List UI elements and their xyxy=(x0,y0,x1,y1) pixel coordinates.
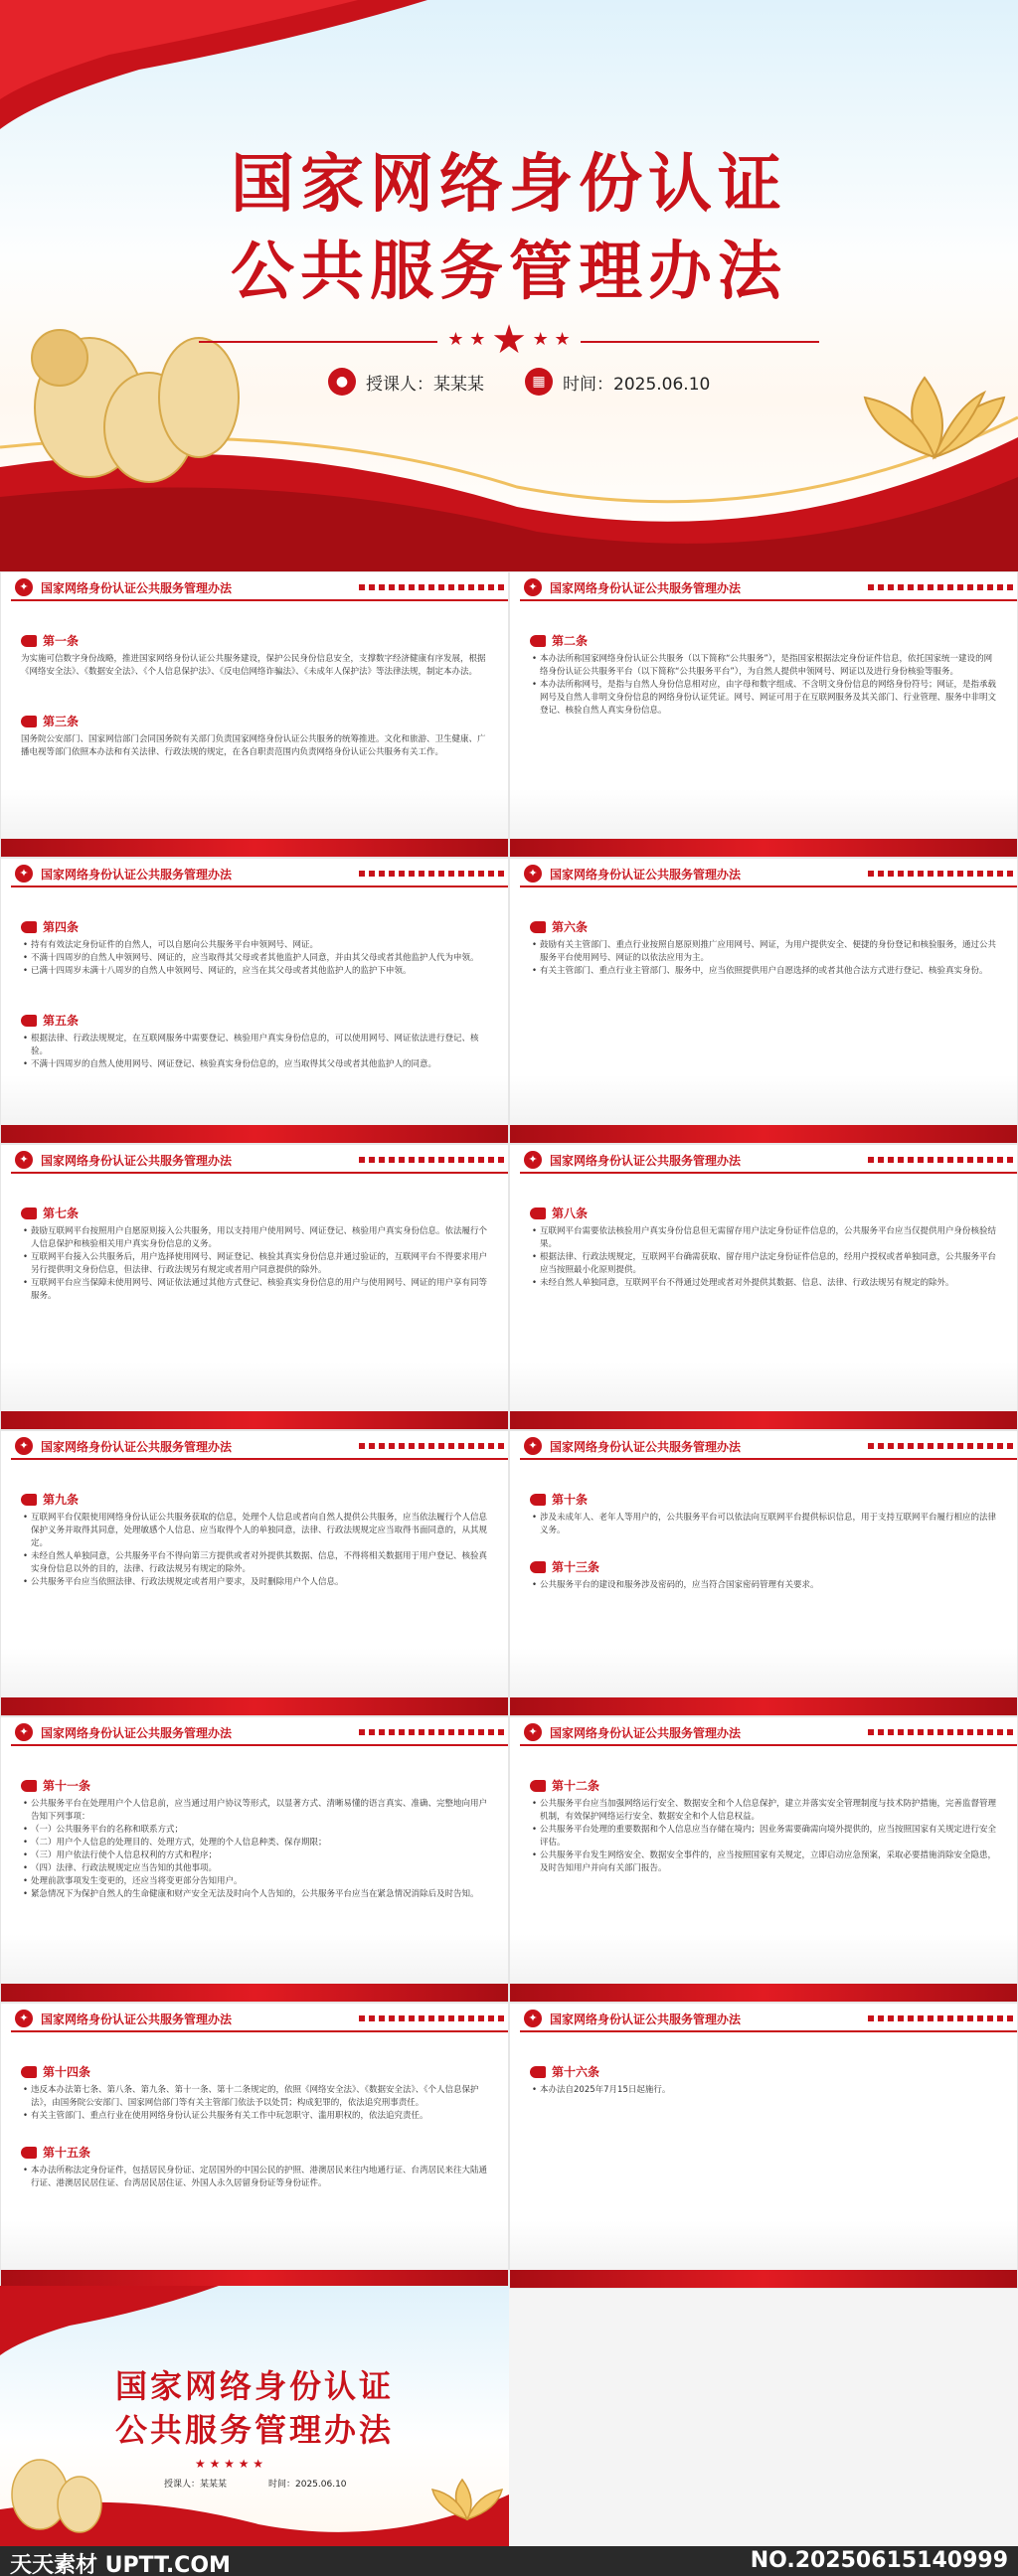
article-title: 第十五条 xyxy=(43,2146,91,2160)
article xyxy=(510,1491,1017,1537)
article-list xyxy=(530,1225,997,1290)
pointer-hand-icon xyxy=(530,635,546,647)
slide-footer-bar xyxy=(1,1411,508,1429)
header-decoration xyxy=(868,584,1017,590)
list-item: • 处理前款事项发生变更的，还应当将变更部分告知用户。 xyxy=(21,1875,488,1888)
footer-brand: 天天素材 UPTT.COM xyxy=(10,2553,231,2576)
emblem-icon: ✦ xyxy=(524,1151,542,1169)
article xyxy=(510,1777,1017,1875)
article xyxy=(1,2144,508,2190)
content-slide xyxy=(509,2003,1018,2289)
article xyxy=(1,918,508,978)
calendar-icon: ▦ xyxy=(525,368,553,396)
header-underline xyxy=(11,886,508,887)
slide-header xyxy=(1,1431,508,1461)
slide-footer-bar xyxy=(510,1697,1017,1715)
end-title-line1: 国家网络身份认证 xyxy=(114,2367,394,2405)
star-ornament: ★ ★ ★ ★ ★ xyxy=(447,317,571,363)
slide-footer-bar xyxy=(1,839,508,857)
slide-header xyxy=(1,2004,508,2033)
article-title: 第十六条 xyxy=(552,2065,600,2079)
slide-header xyxy=(510,572,1017,602)
article-heading xyxy=(530,632,997,649)
emblem-icon: ✦ xyxy=(15,2010,33,2027)
header-underline xyxy=(11,599,508,601)
slide-header-label: 国家网络身份认证公共服务管理办法 xyxy=(41,868,233,882)
emblem-icon: ✦ xyxy=(524,1723,542,1741)
header-decoration xyxy=(359,871,508,877)
article xyxy=(1,2063,508,2123)
header-decoration xyxy=(868,2015,1017,2021)
list-item: • 未经自然人单独同意，公共服务平台不得向第三方提供或者对外提供其数据、信息，不得将相关数据用于用户登记、核验真实身份信息以外的目的，法律、行政法规另有规定的除外。 xyxy=(21,1550,488,1576)
content-slide xyxy=(509,1144,1018,1430)
content-slide xyxy=(509,1716,1018,2003)
date-info xyxy=(525,368,710,396)
article-title: 第一条 xyxy=(43,634,80,648)
article-title: 第四条 xyxy=(43,920,80,934)
list-item: • 公共服务平台的建设和服务涉及密码的，应当符合国家密码管理有关要求。 xyxy=(530,1579,997,1592)
header-decoration xyxy=(359,1443,508,1449)
list-item: • （二）用户个人信息的处理目的、处理方式，处理的个人信息种类、保存期限； xyxy=(21,1837,488,1850)
content-slide xyxy=(0,571,509,858)
pointer-hand-icon xyxy=(21,921,37,933)
slide-header xyxy=(510,1145,1017,1175)
slide-footer-bar xyxy=(510,2270,1017,2288)
content-slide xyxy=(509,1430,1018,1716)
list-item: • 违反本办法第七条、第八条、第九条、第十一条、第十二条规定的，依照《网络安全法》、《数据安全法》、《个人信息保护法》，由国务院公安部门、国家网信部门等有关主管部门依法予以处罚；构成犯罪的，依法追究刑事责任。 xyxy=(21,2084,488,2110)
header-decoration xyxy=(868,1157,1017,1163)
watermark-footer xyxy=(0,2546,1018,2576)
article xyxy=(1,1777,508,1901)
article xyxy=(510,918,1017,978)
list-item: • 不满十四周岁的自然人申领网号、网证的，应当取得其父母或者其他监护人同意，并由其父母或者其他监护人代为申领。 xyxy=(21,952,488,965)
cover-title-line1: 国家网络身份认证 xyxy=(231,148,787,222)
article-title: 第八条 xyxy=(552,1207,589,1220)
article-title: 第十三条 xyxy=(552,1560,600,1574)
article-heading xyxy=(530,918,997,935)
emblem-icon: ✦ xyxy=(524,1437,542,1455)
slide-fade xyxy=(1,2220,508,2270)
slide-header-label: 国家网络身份认证公共服务管理办法 xyxy=(41,581,233,595)
article xyxy=(1,1491,508,1589)
slide-footer-bar xyxy=(1,1697,508,1715)
article xyxy=(1,1012,508,1071)
header-underline xyxy=(520,1744,1017,1746)
article xyxy=(510,2063,1017,2097)
article xyxy=(1,713,508,759)
article-heading xyxy=(21,632,488,649)
slide-header xyxy=(1,1145,508,1175)
pointer-hand-icon xyxy=(21,1208,37,1219)
article-list xyxy=(530,1579,997,1592)
list-item: • 紧急情况下为保护自然人的生命健康和财产安全无法及时向个人告知的，公共服务平台应当在紧急情况消除后及时告知。 xyxy=(21,1888,488,1901)
list-item: • 公共服务平台处理的重要数据和个人信息应当存储在境内；因业务需要确需向境外提供的，应当按照国家有关规定进行安全评估。 xyxy=(530,1824,997,1850)
header-underline xyxy=(520,599,1017,601)
list-item: • 公共服务平台应当加强网络运行安全、数据安全和个人信息保护，建立并落实安全管理制度与技术防护措施，完善监督管理机制，有效保护网络运行安全、数据安全和个人信息权益。 xyxy=(530,1798,997,1824)
article-heading xyxy=(21,918,488,935)
header-underline xyxy=(520,1458,1017,1460)
slide-header-label: 国家网络身份认证公共服务管理办法 xyxy=(41,1154,233,1168)
slide-header-label: 国家网络身份认证公共服务管理办法 xyxy=(550,1440,742,1454)
list-item: • 本办法所称国家网络身份认证公共服务（以下简称“公共服务”），是指国家根据法定身份证件信息，依托国家统一建设的网络身份认证公共服务平台（以下简称“公共服务平台”），为自然人提供申领网号、网证以及进行身份核验等服务。 xyxy=(530,653,997,679)
slide-header-label: 国家网络身份认证公共服务管理办法 xyxy=(550,581,742,595)
list-item: • 公共服务平台发生网络安全、数据安全事件的，应当按照国家有关规定，立即启动应急预案，采取必要措施消除安全隐患，及时告知用户并向有关部门报告。 xyxy=(530,1850,997,1875)
article-heading xyxy=(21,1205,488,1221)
list-item: • 互联网平台需要依法核验用户真实身份信息但无需留存用户法定身份证件信息的，公共服务平台应当仅提供用户身份核验结果。 xyxy=(530,1225,997,1251)
list-item: • 有关主管部门、重点行业主管部门、服务中，应当依照提供用户自愿选择的或者其他合法方式进行登记、核验真实身份。 xyxy=(530,965,997,978)
header-underline xyxy=(11,1744,508,1746)
article-heading xyxy=(530,2063,997,2080)
article-heading xyxy=(530,1491,997,1508)
header-underline xyxy=(520,1172,1017,1174)
list-item: • 公共服务平台在处理用户个人信息前，应当通过用户协议等形式，以显著方式、清晰易懂的语言真实、准确、完整地向用户告知下列事项： xyxy=(21,1798,488,1824)
content-slide xyxy=(509,858,1018,1144)
article xyxy=(510,1205,1017,1290)
slide-header xyxy=(1,1717,508,1747)
header-underline xyxy=(520,886,1017,887)
pointer-hand-icon xyxy=(21,716,37,727)
list-item: • 涉及未成年人、老年人等用户的，公共服务平台可以依法向互联网平台提供标识信息，用于支持互联网平台履行相应的法律义务。 xyxy=(530,1512,997,1537)
list-item: • （三）用户依法行使个人信息权利的方式和程序； xyxy=(21,1850,488,1862)
header-underline xyxy=(11,2030,508,2032)
article-heading xyxy=(530,1777,997,1794)
list-item: • （一）公共服务平台的名称和联系方式； xyxy=(21,1824,488,1837)
slide-footer-bar xyxy=(1,1984,508,2002)
article-title: 第七条 xyxy=(43,1207,80,1220)
emblem-icon: ✦ xyxy=(524,578,542,596)
header-underline xyxy=(11,1458,508,1460)
content-slide xyxy=(509,571,1018,858)
footer-number: NO.20250615140999 xyxy=(750,2548,1008,2573)
article-title: 第三条 xyxy=(43,715,80,728)
end-slide xyxy=(0,2286,509,2546)
pointer-hand-icon xyxy=(21,1780,37,1792)
list-item: • 根据法律、行政法规规定，在互联网服务中需要登记、核验用户真实身份信息的，可以使用网号、网证依法进行登记、核验。 xyxy=(21,1033,488,1058)
list-item: • 本办法自2025年7月15日起施行。 xyxy=(530,2084,997,2097)
emblem-icon: ✦ xyxy=(15,1723,33,1741)
list-item: • 不满十四周岁的自然人使用网号、网证登记、核验真实身份信息的，应当取得其父母或者其他监护人的同意。 xyxy=(21,1058,488,1071)
list-item: • 持有有效法定身份证件的自然人，可以自愿向公共服务平台申领网号、网证。 xyxy=(21,939,488,952)
slide-header-label: 国家网络身份认证公共服务管理办法 xyxy=(550,2012,742,2026)
header-decoration xyxy=(359,2015,508,2021)
article-text: 国务院公安部门、国家网信部门会同国务院有关部门负责国家网络身份认证公共服务的统筹推进。文化和旅游、卫生健康、广播电视等部门依照本办法和有关法律、行政法规的规定，在各自职责范围内负责网络身份认证公共服务有关工作。 xyxy=(21,734,486,757)
article-heading xyxy=(21,713,488,729)
header-decoration xyxy=(868,1443,1017,1449)
list-item: • （四）法律、行政法规规定应当告知的其他事项。 xyxy=(21,1862,488,1875)
article-title: 第十条 xyxy=(552,1493,589,1507)
lecturer-info xyxy=(328,368,484,396)
lecturer-text: 授课人：某某某 xyxy=(366,374,484,395)
pointer-hand-icon xyxy=(530,2066,546,2078)
list-item: • 已满十四周岁未满十八周岁的自然人申领网号、网证的，应当在其父母或者其他监护人的监护下申领。 xyxy=(21,965,488,978)
lotus-right-icon xyxy=(865,378,1004,457)
emblem-icon: ✦ xyxy=(15,865,33,883)
article-title: 第十四条 xyxy=(43,2065,91,2079)
article-list xyxy=(21,1798,488,1901)
slide-fade xyxy=(510,1648,1017,1697)
pointer-hand-icon xyxy=(21,2066,37,2078)
article-list xyxy=(21,939,488,978)
article xyxy=(510,1558,1017,1592)
article-list xyxy=(530,2084,997,2097)
pointer-hand-icon xyxy=(530,1561,546,1573)
emblem-icon: ✦ xyxy=(524,865,542,883)
content-slide xyxy=(0,2003,509,2289)
emblem-icon: ✦ xyxy=(15,578,33,596)
list-item: • 未经自然人单独同意，互联网平台不得通过处理或者对外提供其数据、信息、法律、行政法规另有规定的除外。 xyxy=(530,1277,997,1290)
article-text: 为实施可信数字身份战略，推进国家网络身份认证公共服务建设，保护公民身份信息安全，支撑数字经济健康有序发展，根据《网络安全法》、《数据安全法》、《个人信息保护法》、《反电信网络诈骗法》、《未成年人保护法》等法律法规，制定本办法。 xyxy=(21,654,486,677)
header-decoration xyxy=(359,1729,508,1735)
list-item: • 有关主管部门、重点行业在使用网络身份认证公共服务有关工作中玩忽职守、滥用职权的，依法追究责任。 xyxy=(21,2110,488,2123)
end-star-ornament: ★ ★ ★ ★ ★ xyxy=(195,2457,264,2471)
article-list xyxy=(21,2084,488,2123)
cover-title-line2: 公共服务管理办法 xyxy=(231,236,787,309)
slide-fade xyxy=(510,1362,1017,1411)
pointer-hand-icon xyxy=(530,1208,546,1219)
content-slide xyxy=(0,1144,509,1430)
article-title: 第五条 xyxy=(43,1014,80,1028)
article-title: 第二条 xyxy=(552,634,589,648)
pointer-hand-icon xyxy=(530,921,546,933)
slide-footer-bar xyxy=(510,1125,1017,1143)
list-item: • 本办法所称网号，是指与自然人身份信息相对应，由字母和数字组成、不含明文身份信息的网络身份符号；网证，是指承载网号及自然人非明文身份信息的网络身份认证凭证。网号、网证可用于在互联网服务及其关部门、行业管理、服务中非明文登记、核验自然人真实身份信息。 xyxy=(530,679,997,718)
header-decoration xyxy=(868,1729,1017,1735)
article-list xyxy=(530,1798,997,1875)
slide-fade xyxy=(1,1362,508,1411)
article-list xyxy=(21,1225,488,1303)
slide-footer-bar xyxy=(510,839,1017,857)
slide-header-label: 国家网络身份认证公共服务管理办法 xyxy=(550,1726,742,1740)
slide-fade xyxy=(510,789,1017,839)
pointer-hand-icon xyxy=(21,1494,37,1506)
list-item: • 鼓励有关主管部门、重点行业按照自愿原则推广应用网号、网证，为用户提供安全、便捷的身份登记和核验服务，通过公共服务平台使用网号、网证的以依法应用为主。 xyxy=(530,939,997,965)
end-lecturer: 授课人：某某某 xyxy=(164,2480,228,2490)
article xyxy=(1,632,508,679)
article-heading xyxy=(21,2144,488,2161)
slide-header-label: 国家网络身份认证公共服务管理办法 xyxy=(41,1726,233,1740)
pointer-hand-icon xyxy=(530,1780,546,1792)
slide-header xyxy=(510,2004,1017,2033)
article-list xyxy=(21,1512,488,1589)
slide-header xyxy=(1,859,508,888)
article-list xyxy=(530,1512,997,1537)
content-slide xyxy=(0,1430,509,1716)
slide-fade xyxy=(1,1648,508,1697)
slide-footer-bar xyxy=(1,1125,508,1143)
end-date: 时间：2025.06.10 xyxy=(268,2480,347,2490)
slide-footer-bar xyxy=(510,1984,1017,2002)
header-decoration xyxy=(868,871,1017,877)
article-title: 第十二条 xyxy=(552,1779,600,1793)
pointer-hand-icon xyxy=(21,2147,37,2159)
slide-header-label: 国家网络身份认证公共服务管理办法 xyxy=(41,2012,233,2026)
list-item: • 互联网平台接入公共服务后，用户选择使用网号、网证登记、核验其真实身份信息并通过验证的，互联网平台不得要求用户另行提供明文身份信息，但法律、行政法规另有规定或者用户同意提供的除外。 xyxy=(21,1251,488,1277)
pointer-hand-icon xyxy=(21,635,37,647)
slide-fade xyxy=(1,1075,508,1125)
cover-slide xyxy=(0,0,1018,571)
date-text: 时间：2025.06.10 xyxy=(563,374,711,395)
slide-header xyxy=(1,572,508,602)
article-heading xyxy=(21,1777,488,1794)
slide-fade xyxy=(1,789,508,839)
emblem-icon: ✦ xyxy=(15,1151,33,1169)
content-slide xyxy=(0,1716,509,2003)
article-heading xyxy=(21,1012,488,1029)
pointer-hand-icon xyxy=(21,1015,37,1027)
content-slide xyxy=(0,858,509,1144)
article-list xyxy=(21,2165,488,2190)
slide-footer-bar xyxy=(510,1411,1017,1429)
list-item: • 互联网平台应当保障未使用网号、网证依法通过其他方式登记、核验真实身份信息的用户与使用网号、网证的用户享有同等服务。 xyxy=(21,1277,488,1303)
divider-left xyxy=(199,341,437,343)
article-heading xyxy=(21,1491,488,1508)
divider-right xyxy=(581,341,819,343)
article-list xyxy=(530,653,997,718)
emblem-icon: ✦ xyxy=(524,2010,542,2027)
article xyxy=(510,632,1017,718)
pointer-hand-icon xyxy=(530,1494,546,1506)
article-heading xyxy=(530,1205,997,1221)
article xyxy=(1,1205,508,1303)
header-decoration xyxy=(359,584,508,590)
list-item: • 公共服务平台应当依照法律、行政法规规定或者用户要求，及时删除用户个人信息。 xyxy=(21,1576,488,1589)
slide-header-label: 国家网络身份认证公共服务管理办法 xyxy=(41,1440,233,1454)
end-title-line2: 公共服务管理办法 xyxy=(114,2411,394,2449)
slide-fade xyxy=(510,2220,1017,2270)
person-icon: ● xyxy=(328,368,356,396)
list-item: • 互联网平台仅限使用网络身份认证公共服务获取的信息，处理个人信息或者向自然人提供公共服务，应当依法履行个人信息保护义务并取得其同意，处理敏感个人信息、应当取得个人的单独同意，法律、行政法规规定应当取得书面同意的，从其规定。 xyxy=(21,1512,488,1550)
article-title: 第十一条 xyxy=(43,1779,91,1793)
header-underline xyxy=(520,2030,1017,2032)
header-underline xyxy=(11,1172,508,1174)
article-list xyxy=(21,1033,488,1071)
article-title: 第九条 xyxy=(43,1493,80,1507)
slide-header-label: 国家网络身份认证公共服务管理办法 xyxy=(550,1154,742,1168)
emblem-icon: ✦ xyxy=(15,1437,33,1455)
article-title: 第六条 xyxy=(552,920,589,934)
slide-fade xyxy=(510,1934,1017,1984)
article-heading xyxy=(21,2063,488,2080)
header-decoration xyxy=(359,1157,508,1163)
article-list xyxy=(530,939,997,978)
slide-fade xyxy=(510,1075,1017,1125)
article-heading xyxy=(530,1558,997,1575)
list-item: • 根据法律、行政法规规定，互联网平台确需获取、留存用户法定身份证件信息的，经用户授权或者单独同意，公共服务平台应当按照最小化原则提供。 xyxy=(530,1251,997,1277)
slide-header-label: 国家网络身份认证公共服务管理办法 xyxy=(550,868,742,882)
list-item: • 本办法所称法定身份证件，包括居民身份证、定居国外的中国公民的护照、港澳居民来往内地通行证、台湾居民来往大陆通行证、港澳居民居住证、台湾居民居住证、外国人永久居留身份证等身份证件。 xyxy=(21,2165,488,2190)
slide-header xyxy=(510,859,1017,888)
slide-header xyxy=(510,1717,1017,1747)
list-item: • 鼓励互联网平台按照用户自愿原则接入公共服务，用以支持用户使用网号、网证登记、核验用户真实身份信息。依法履行个人信息保护和核验相关用户真实身份信息的义务。 xyxy=(21,1225,488,1251)
slide-fade xyxy=(1,1934,508,1984)
slide-header xyxy=(510,1431,1017,1461)
